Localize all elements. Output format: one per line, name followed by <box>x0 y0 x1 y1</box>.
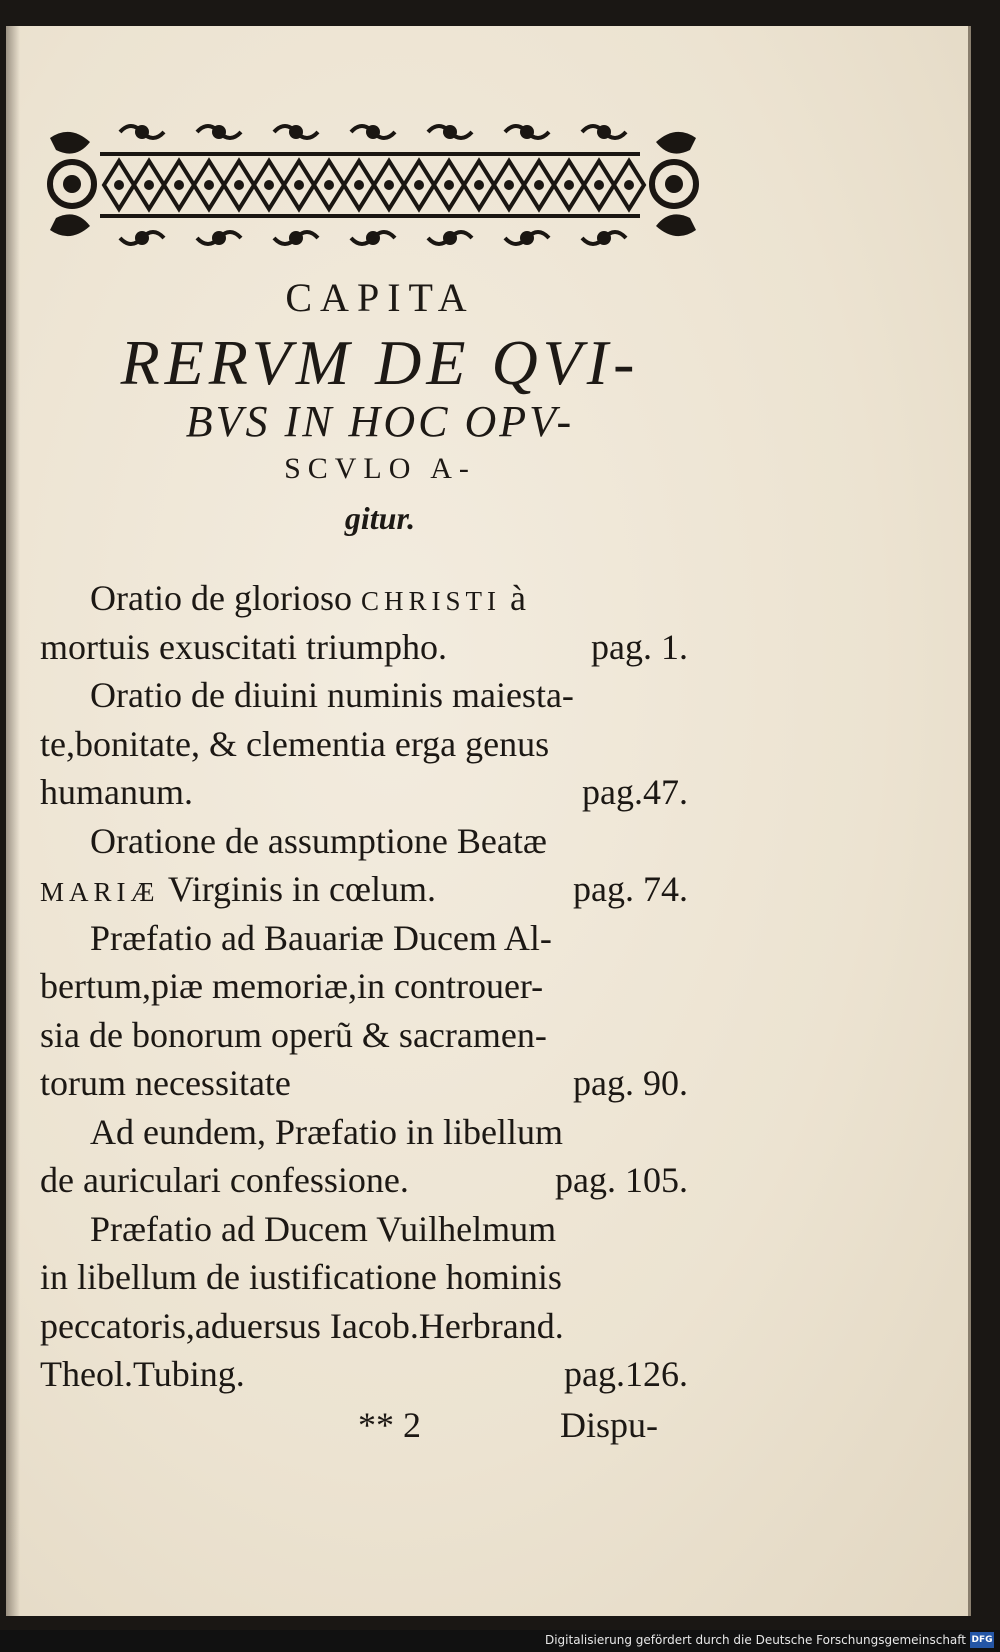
toc-smallcaps-mariae: MARIÆ <box>40 877 160 907</box>
toc-text: à <box>500 578 526 618</box>
toc-line <box>40 1059 688 1108</box>
toc-text: Præfatio ad Ducem Vuilhelmum <box>90 1208 557 1249</box>
toc-line <box>40 1205 688 1254</box>
toc-line <box>40 671 688 720</box>
toc-text: peccatoris,aduersus Iacob.Herbrand. <box>40 1305 564 1346</box>
toc-text: Oratio de glorioso <box>90 578 361 618</box>
toc-line <box>40 623 688 672</box>
toc-line <box>40 720 688 769</box>
table-of-contents <box>40 574 688 1399</box>
toc-line <box>40 962 688 1011</box>
toc-line <box>40 1011 688 1060</box>
toc-line <box>40 1253 688 1302</box>
toc-text: Virginis in cœlum. <box>159 869 437 909</box>
toc-page-ref: pag.47. <box>582 772 688 812</box>
toc-smallcaps-christi: CHRISTI <box>360 586 501 616</box>
footer-credit: Digitalisierung gefördert durch die Deutsche Forschungsgemeinschaft <box>544 1633 966 1647</box>
toc-line <box>40 914 688 963</box>
toc-line <box>40 574 688 623</box>
toc-page-ref: pag. 1. <box>591 626 688 667</box>
ornamental-headpiece-icon <box>42 118 704 262</box>
catchword: Dispu- <box>560 1405 658 1445</box>
toc-text: mortuis exuscitati triumpho. <box>40 626 447 667</box>
dfg-logo-icon: DFG <box>970 1632 994 1648</box>
toc-text: Theol.Tubing. <box>40 1354 245 1394</box>
title-agitur: gitur. <box>344 500 416 536</box>
toc-text: in libellum de iustificatione hominis <box>40 1257 562 1297</box>
toc-text: humanum. <box>40 772 193 812</box>
toc-text: torum necessitate <box>40 1063 291 1103</box>
toc-text: te,bonitate, & clementia erga genus <box>40 723 550 764</box>
toc-line <box>40 1302 688 1351</box>
toc-page-ref: pag. 105. <box>555 1160 688 1200</box>
title-capita: CAPITA <box>285 275 475 320</box>
toc-text: sia de bonorum operũ & sacramen- <box>40 1014 547 1055</box>
toc-page-ref: pag. 90. <box>573 1063 688 1103</box>
toc-page-ref: pag.126. <box>564 1354 688 1394</box>
signature-mark: ** 2 <box>358 1405 421 1445</box>
toc-line <box>40 817 688 866</box>
toc-text: de auriculari confessione. <box>40 1160 409 1200</box>
title-opusculo: SCVLO A- <box>284 452 476 485</box>
title-rerum: RERVM DE QVI- <box>120 327 640 398</box>
toc-line <box>40 1108 688 1157</box>
toc-line <box>40 1156 688 1205</box>
toc-text: Oratio de diuini numinis maiesta- <box>90 675 574 715</box>
gutter-shadow <box>6 26 20 1616</box>
toc-text: Oratione de assumptione Beatæ <box>90 820 547 861</box>
toc-line <box>40 768 688 817</box>
title-quibus: BVS IN HOC OPV- <box>185 397 575 446</box>
toc-text: bertum,piæ memoriæ,in controuer- <box>40 966 544 1006</box>
toc-line <box>40 865 688 914</box>
toc-line <box>40 1350 688 1399</box>
toc-page-ref: pag. 74. <box>573 869 688 909</box>
toc-text: Præfatio ad Bauariæ Ducem Al- <box>90 917 552 958</box>
toc-text: Ad eundem, Præfatio in libellum <box>90 1111 563 1152</box>
